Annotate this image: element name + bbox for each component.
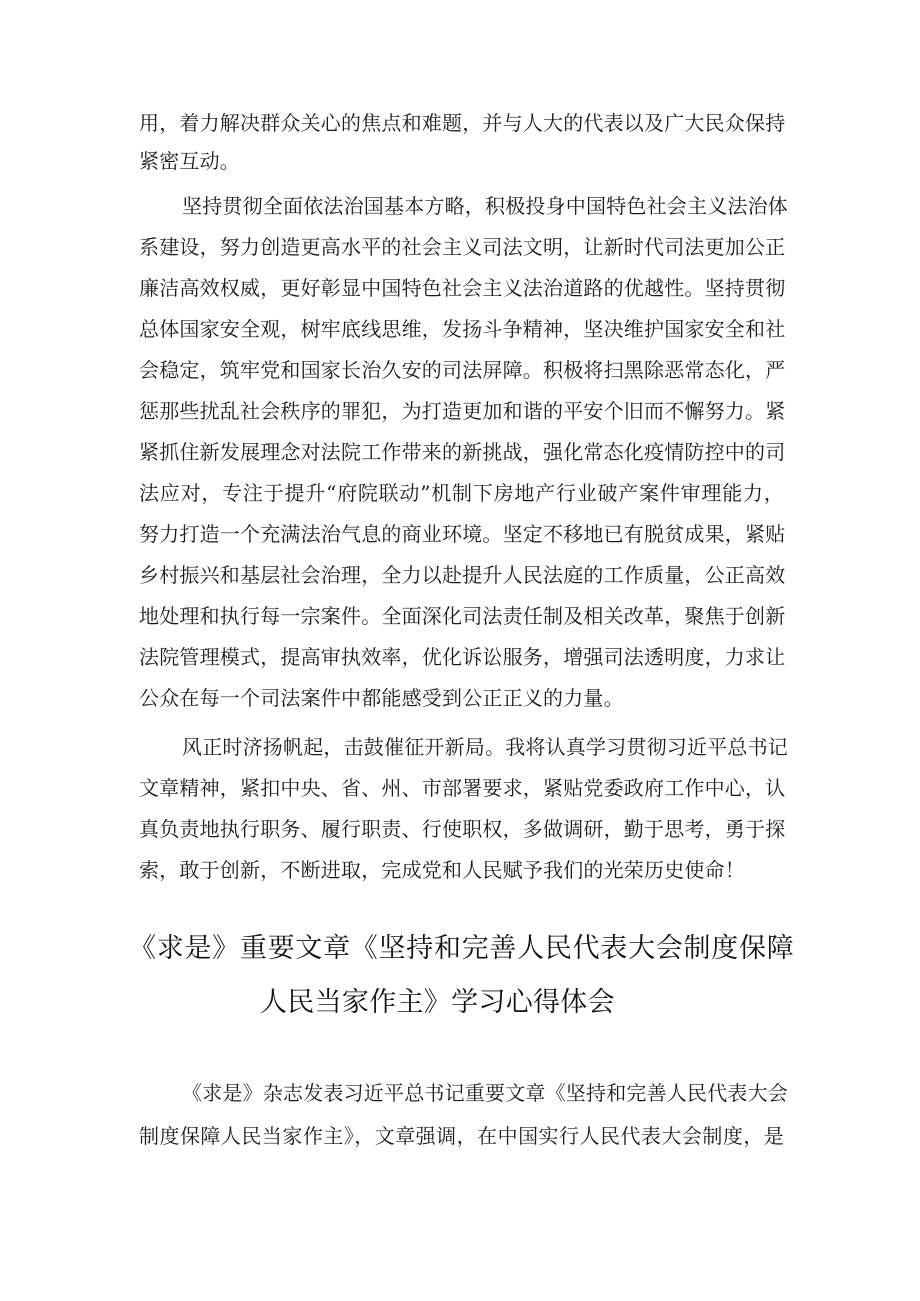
text-line: 用，着力解决群众关心的焦点和难题，并与人大的代表以及广大民众保持 (139, 111, 786, 135)
text-line: 廉洁高效权威，更好彰显中国特色社会主义法治道路的优越性。坚持贯彻 (139, 276, 786, 300)
text-line: 制度保障人民当家作主》，文章强调，在中国实行人民代表大会制度，是 (139, 1124, 784, 1148)
text-line: 法应对，专注于提升“府院联动”机制下房地产行业破产案件审理能力， (139, 481, 784, 505)
text-line: 真负责地执行职务、履行职责、行使职权，多做调研，勤于思考，勇于探 (139, 817, 786, 841)
text-line: 乡村振兴和基层社会治理，全力以赴提升人民法庭的工作质量，公正高效 (139, 563, 786, 587)
text-line: 文章精神，紧扣中央、省、州、市部署要求，紧贴党委政府工作中心，认 (139, 776, 786, 800)
text-line: 努力打造一个充满法治气息的商业环境。坚定不移地已有脱贫成果，紧贴 (139, 522, 786, 546)
text-line: 《求是》杂志发表习近平总书记重要文章《坚持和完善人民代表大会 (182, 1081, 788, 1105)
text-line: 索，敢于创新，不断进取，完成党和人民赋予我们的光荣历史使命！ (139, 858, 745, 882)
text-line: 总体国家安全观，树牢底线思维，发扬斗争精神，坚决维护国家安全和社 (139, 317, 786, 341)
text-line: 会稳定，筑牢党和国家长治久安的司法屏障。积极将扫黑除恶常态化，严 (139, 358, 786, 382)
text-line: 紧抓住新发展理念对法院工作带来的新挑战，强化常态化疫情防控中的司 (139, 440, 786, 464)
text-line: 地处理和执行每一宗案件。全面深化司法责任制及相关改革，聚焦于创新 (139, 604, 786, 628)
text-line: 惩那些扰乱社会秩序的罪犯，为打造更加和谐的平安个旧而不懈努力。紧 (139, 399, 786, 423)
text-line: 法院管理模式，提高审执效率，优化诉讼服务，增强司法透明度，力求让 (139, 645, 786, 669)
text-line: 紧密互动。 (139, 149, 240, 173)
text-line: 公众在每一个司法案件中都能感受到公正正义的力量。 (139, 686, 624, 710)
text-line: 系建设，努力创造更高水平的社会主义司法文明，让新时代司法更加公正 (139, 235, 786, 259)
title-line-2: 人民当家作主》学习心得体会 (260, 987, 615, 1018)
text-line: 风正时济扬帆起，击鼓催征开新局。我将认真学习贯彻习近平总书记 (182, 735, 788, 759)
title-line-1: 《求是》重要文章《坚持和完善人民代表大会制度保障 (129, 933, 794, 964)
text-line: 坚持贯彻全面依法治国基本方略，积极投身中国特色社会主义法治体 (182, 194, 788, 218)
